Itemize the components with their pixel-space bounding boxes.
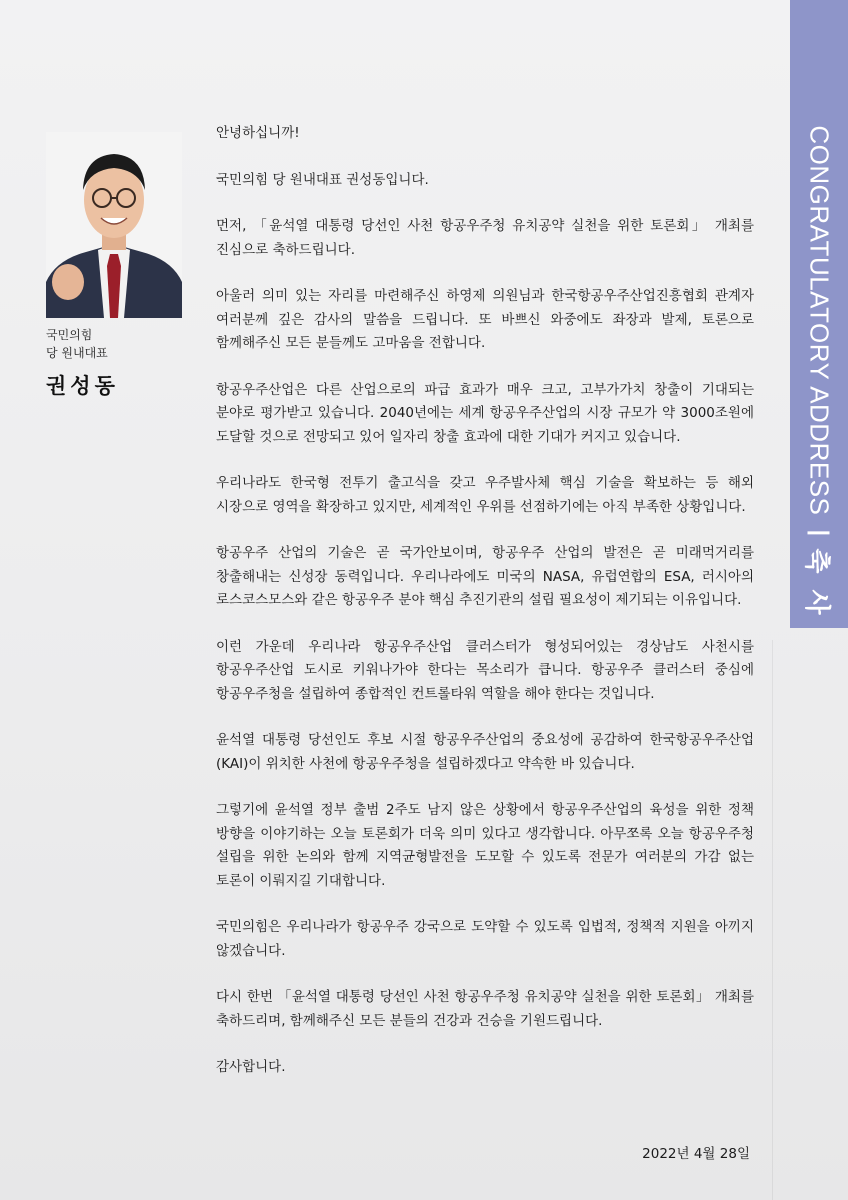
section-title-korean: 축사 <box>801 548 832 631</box>
paragraph: 이런 가운데 우리나라 항공우주산업 클러스터가 형성되어있는 경상남도 사천시를 항공우주산업 도시로 키워나가야 한다는 목소리가 큽니다. 항공우주 클러스터 중심에 항공우주청을 설립하여 종합적인 컨트롤타워 역할을 해야 한다는 것입니다. <box>216 638 754 702</box>
author-party: 국민의힘 <box>46 328 93 342</box>
author-title: 당 원내대표 <box>46 346 108 360</box>
portrait-illustration <box>46 132 182 318</box>
letter-date: 2022년 4월 28일 <box>642 1146 750 1162</box>
paragraph: 항공우주 산업의 기술은 곧 국가안보이며, 항공우주 산업의 발전은 곧 미래먹거리를 창출해내는 신성장 동력입니다. 우리나라에도 미국의 NASA, 유럽연합의 ESA, 러시아의 로스코스모스와 같은 항공우주 분야 핵심 추진기관의 설립 필요성이 제기되는 이유입니다. <box>216 545 754 608</box>
paragraph: 우리나라도 한국형 전투기 출고식을 갖고 우주발사체 핵심 기술을 확보하는 등 해외 시장으로 영역을 확장하고 있지만, 세계적인 우위를 선점하기에는 아직 부족한 상황입니다. <box>216 475 754 515</box>
paragraph: 국민의힘 당 원내대표 권성동입니다. <box>216 171 429 188</box>
author-caption <box>46 326 186 362</box>
letter-body <box>216 122 754 1103</box>
page-fold-shadow <box>772 640 773 1200</box>
paragraph: 감사합니다. <box>216 1059 286 1075</box>
paragraph: 그렇기에 윤석열 정부 출범 2주도 남지 않은 상황에서 항공우주산업의 육성을 위한 정책 방향을 이야기하는 오늘 토론회가 더욱 의미 있다고 생각합니다. 아무쪼록 오늘 항공우주청 설립을 위한 논의와 함께 지역균형발전을 도모할 수 있도록 전문가 여러분의 가감 없는 토론이 이뤄지길 기대합니다. <box>216 802 754 889</box>
author-portrait <box>46 132 182 318</box>
paragraph: 국민의힘은 우리나라가 항공우주 강국으로 도약할 수 있도록 입법적, 정책적 지원을 아끼지 않겠습니다. <box>216 919 754 959</box>
paragraph: 안녕하십니까! <box>216 125 300 141</box>
paragraph: 다시 한번 「윤석열 대통령 당선인 사천 항공우주청 유치공약 실천을 위한 토론회」 개최를 축하드리며, 함께해주신 모든 분들의 건강과 건승을 기원드립니다. <box>216 989 754 1029</box>
paragraph: 항공우주산업은 다른 산업으로의 파급 효과가 매우 크고, 고부가가치 창출이 기대되는 분야로 평가받고 있습니다. 2040년에는 세계 항공우주산업의 시장 규모가 약 3000조원에 도달할 것으로 전망되고 있어 일자리 창출 효과에 대한 기대가 커지고 있습니다. <box>216 381 754 445</box>
author-name: 권성동 <box>46 373 119 398</box>
paragraph: 아울러 의미 있는 자리를 마련해주신 하영제 의원님과 한국항공우주산업진흥협회 관계자 여러분께 깊은 감사의 말씀을 드립니다. 또 바쁘신 와중에도 좌장과 발제, 토론으로 함께해주신 모든 분들께도 고마움을 전합니다. <box>216 288 754 351</box>
section-tab-label <box>801 125 838 630</box>
paragraph: 윤석열 대통령 당선인도 후보 시절 항공우주산업의 중요성에 공감하여 한국항공우주산업(KAI)이 위치한 사천에 항공우주청을 설립하겠다고 약속한 바 있습니다. <box>216 732 754 772</box>
section-divider <box>808 531 830 534</box>
section-title-english: CONGRATULATORY ADDRESS <box>804 125 835 516</box>
paragraph: 먼저, 「윤석열 대통령 당선인 사천 항공우주청 유치공약 실천을 위한 토론회」 개최를 진심으로 축하드립니다. <box>216 218 754 258</box>
